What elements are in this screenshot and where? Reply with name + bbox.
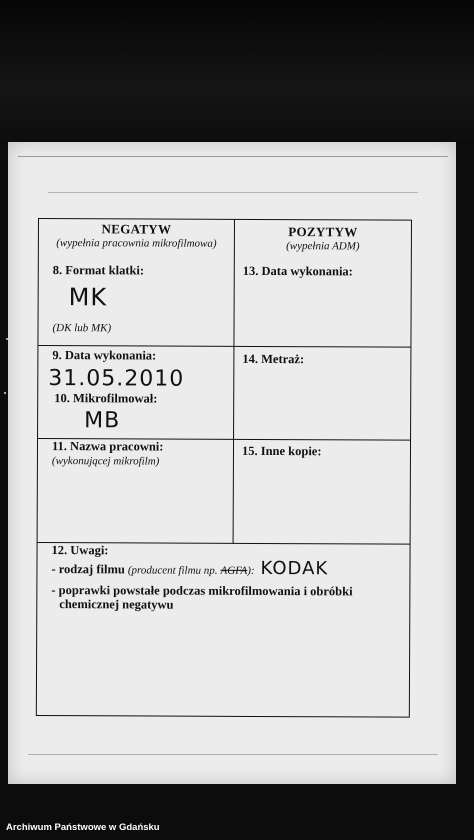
data-wykonania-section xyxy=(38,346,234,440)
pozytyw-section xyxy=(234,220,411,348)
mikrofilmowal-value: MB xyxy=(84,408,121,434)
mikrofilmowal-label: 10. Mikrofilmował: xyxy=(54,391,158,406)
format-klatki-value: MK xyxy=(68,283,108,312)
nazwa-pracowni-label: 11. Nazwa pracowni: xyxy=(51,439,164,454)
nazwa-pracowni-hint: (wykonującej mikrofilm) xyxy=(51,455,160,468)
metraz-section xyxy=(234,347,410,441)
form-sheet xyxy=(8,142,456,784)
negatyw-section xyxy=(38,219,235,347)
sheet-guide-line xyxy=(18,156,448,157)
format-klatki-label: 8. Format klatki: xyxy=(52,263,145,278)
uwagi-section xyxy=(37,543,410,717)
negatyw-subtitle: (wypełnia pracownia mikrofilmowa) xyxy=(56,237,217,250)
rodzaj-filmu-example: AGFA xyxy=(220,564,248,577)
pozytyw-title: POZYTYW xyxy=(288,224,358,240)
sheet-guide-line xyxy=(28,754,438,755)
data-wykonania-pozytyw-label: 13. Data wykonania: xyxy=(242,263,353,279)
nazwa-pracowni-section xyxy=(38,439,234,544)
sheet-guide-line xyxy=(48,192,418,193)
rodzaj-filmu-line xyxy=(51,557,328,579)
data-wykonania-value: 31.05.2010 xyxy=(48,366,185,392)
format-klatki-hint: (DK lub MK) xyxy=(52,322,112,335)
metraz-label: 14. Metraż: xyxy=(242,351,305,367)
rodzaj-filmu-label: - rodzaj filmu xyxy=(51,562,125,577)
rodzaj-filmu-hint-end: ): xyxy=(247,564,255,577)
uwagi-label: 12. Uwagi: xyxy=(51,543,109,558)
archive-footer: Archiwum Państwowe w Gdańsku xyxy=(6,822,160,833)
negatyw-title: NEGATYW xyxy=(101,221,172,237)
rodzaj-filmu-hint: (producent filmu np. xyxy=(127,564,218,577)
inne-kopie-section xyxy=(234,440,410,545)
poprawki-line-2: chemicznej negatywu xyxy=(59,597,174,612)
scan-dark-background xyxy=(0,0,474,140)
pozytyw-subtitle: (wypełnia ADM) xyxy=(286,240,360,253)
rodzaj-filmu-value: KODAK xyxy=(260,557,329,580)
microfilm-form xyxy=(36,218,412,718)
data-wykonania-label: 9. Data wykonania: xyxy=(52,348,157,363)
scan-speck xyxy=(4,392,6,394)
inne-kopie-label: 15. Inne kopie: xyxy=(241,443,322,459)
poprawki-line-1: - poprawki powstałe podczas mikrofilmowania i obróbki xyxy=(51,583,353,599)
